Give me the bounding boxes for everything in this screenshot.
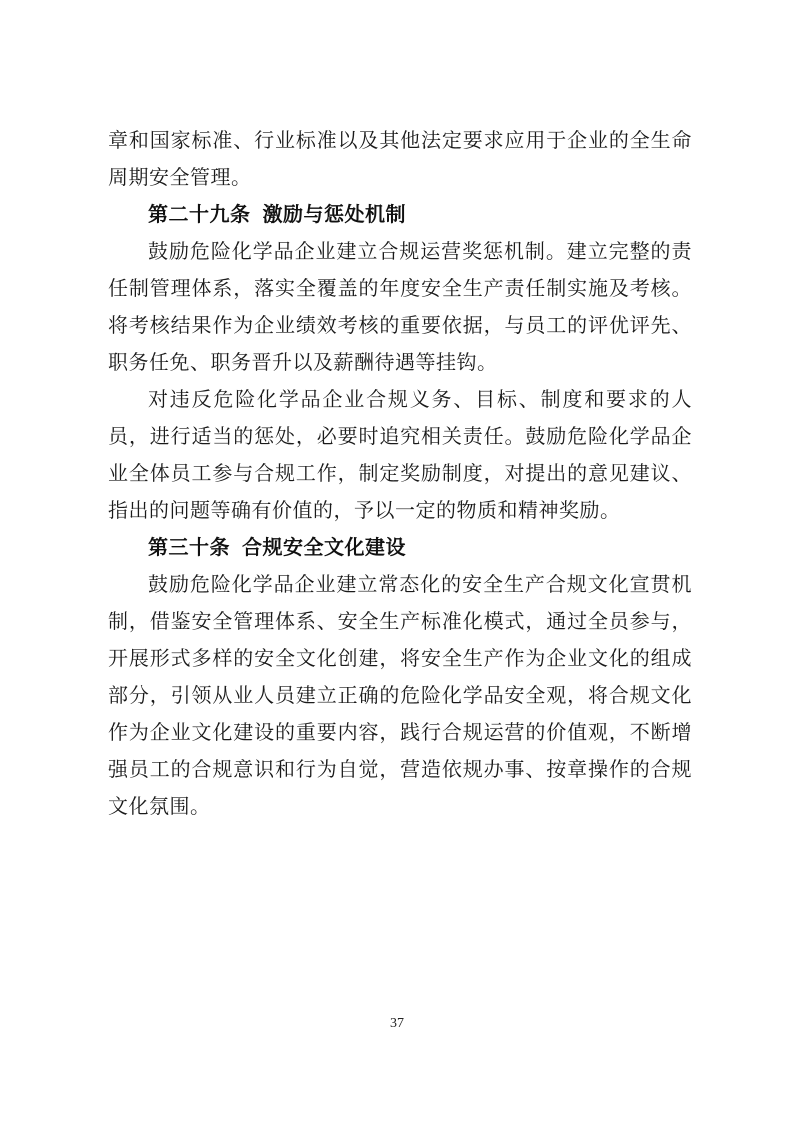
- article-30-paragraph-1: 鼓励危险化学品企业建立常态化的安全生产合规文化宣贯机制，借鉴安全管理体系、安全生产标准化模式，通过全员参与，开展形式多样的安全文化创建，将安全生产作为企业文化的组成部分，引领从业人员建立正确的危险化学品安全观，将合规文化作为企业文化建设的重要内容，践行合规运营的价值观，不断增强员工的合规意识和行为自觉，营造依规办事、按章操作的合规文化氛围。: [108, 572, 692, 818]
- article-29-paragraph-2: 对违反危险化学品企业合规义务、目标、制度和要求的人员，进行适当的惩处，必要时追究相关责任。鼓励危险化学品企业全体员工参与合规工作，制定奖励制度，对提出的意见建议、指出的问题等确有价值的，予以一定的物质和精神奖励。: [108, 387, 692, 522]
- article-30-title: 合规安全文化建设: [242, 535, 406, 559]
- article-29-paragraph-1: 鼓励危险化学品企业建立合规运营奖惩机制。建立完整的责任制管理体系，落实全覆盖的年度安全生产责任制实施及考核。将考核结果作为企业绩效考核的重要依据，与员工的评优评先、职务任免、职务晋升以及薪酬待遇等挂钩。: [108, 239, 692, 374]
- article-29-number: 第二十九条: [148, 202, 251, 226]
- article-30-number: 第三十条: [148, 535, 230, 559]
- article-30-heading: [108, 529, 692, 566]
- article-29-heading: [108, 196, 692, 233]
- continuation-paragraph: 章和国家标准、行业标准以及其他法定要求应用于企业的全生命周期安全管理。: [108, 128, 692, 189]
- article-29-title: 激励与惩处机制: [262, 202, 406, 226]
- page-body: [108, 122, 692, 825]
- page-number: 37: [390, 1016, 404, 1031]
